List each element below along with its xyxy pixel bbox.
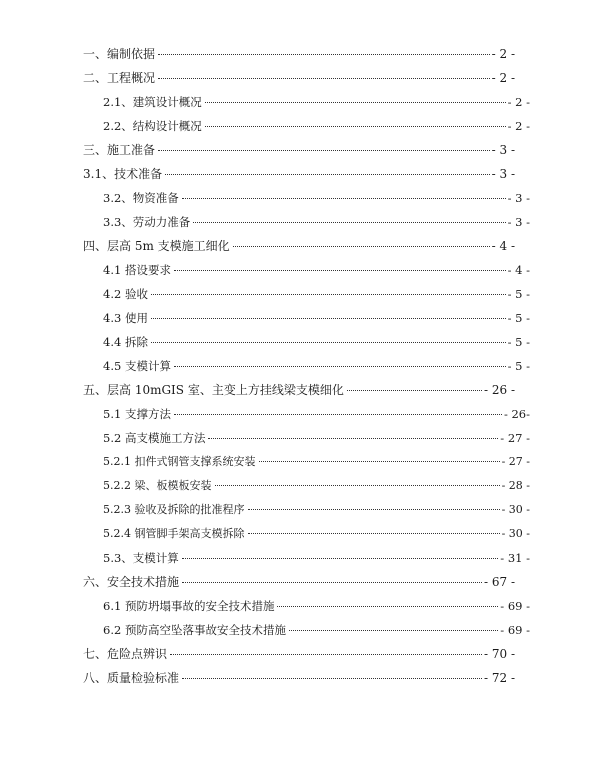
toc-entry-page: - 5 - [507,335,530,349]
toc-entry-label: 八、质量检验标准 [83,671,180,685]
toc-entry [83,46,515,62]
toc-entry-page: - 26 - [483,383,515,397]
toc-leader-dots [208,438,498,439]
toc-entry-label: 五、层高 10mGIS 室、主变上方挂线梁支模细化 [83,383,344,397]
toc-leader-dots [233,246,490,247]
toc-entry-page: - 26- [503,407,530,421]
toc-entry-page: - 4 - [507,263,530,277]
toc-leader-dots [215,485,500,486]
toc-entry [103,598,530,614]
toc-entry-label: 4.3 使用 [103,311,148,325]
toc-entry-page: - 28 - [501,479,530,492]
toc-leader-dots [182,678,482,679]
toc-leader-dots [174,270,506,271]
toc-leader-dots [205,126,506,127]
toc-entry [103,310,530,326]
toc-leader-dots [182,558,498,559]
toc-entry-label: 6.1 预防坍塌事故的安全技术措施 [103,599,275,613]
toc-entry-label: 2.1、建筑设计概况 [103,95,202,109]
toc-entry-label: 2.2、结构设计概况 [103,119,202,133]
toc-entry [103,190,530,206]
toc-leader-dots [174,366,506,367]
toc-leader-dots [347,390,482,391]
toc-entry-page: - 30 - [501,527,530,540]
toc-entry [103,118,530,134]
toc-entry-label: 5.2.4 钢管脚手架高支模拆除 [103,527,245,540]
toc-entry-page: - 2 - [491,47,515,61]
toc-entry [83,70,515,86]
toc-entry-page: - 4 - [491,239,515,253]
toc-entry-page: - 69 - [500,623,530,637]
toc-leader-dots [158,150,490,151]
toc-leader-dots [170,654,482,655]
toc-entry-page: - 69 - [500,599,530,613]
toc-entry [83,574,515,590]
toc-entry-label: 3.3、劳动力准备 [103,215,191,229]
toc-entry-page: - 70 - [483,647,515,661]
toc-leader-dots [277,606,498,607]
toc-leader-dots [151,294,506,295]
toc-entry [103,478,530,494]
toc-entry-label: 4.1 搭设要求 [103,263,171,277]
toc-entry-page: - 3 - [491,143,515,157]
toc-entry-label: 3.1、技术准备 [83,167,163,181]
toc-entry-page: - 27 - [501,455,530,468]
toc-entry [103,622,530,638]
toc-entry-label: 4.4 拆除 [103,335,148,349]
toc-entry-label: 六、安全技术措施 [83,575,180,589]
toc-entry-label: 4.2 验收 [103,287,148,301]
toc-entry [103,526,530,542]
toc-entry-page: - 5 - [507,359,530,373]
toc-entry-label: 5.3、支模计算 [103,551,179,565]
toc-entry-label: 七、危险点辨识 [83,647,168,661]
toc-leader-dots [158,78,490,79]
toc-entry [83,166,515,182]
toc-entry [103,454,530,470]
toc-entry [83,142,515,158]
toc-entry [103,286,530,302]
toc-entry-page: - 72 - [483,671,515,685]
toc-entry [103,502,530,518]
toc-entry-label: 5.1 支撑方法 [103,407,171,421]
toc-entry [103,262,530,278]
toc-entry [103,406,530,422]
toc-entry-page: - 2 - [491,71,515,85]
toc-leader-dots [182,198,506,199]
toc-leader-dots [259,461,500,462]
toc-entry [103,358,530,374]
toc-entry-label: 6.2 预防高空坠落事故安全技术措施 [103,623,286,637]
toc-leader-dots [248,509,500,510]
toc-leader-dots [248,533,500,534]
toc-entry-label: 三、施工准备 [83,143,156,157]
toc-entry-page: - 27 - [500,431,530,445]
toc-entry-label: 5.2.1 扣件式钢管支撑系统安装 [103,455,256,468]
toc-entry-page: - 5 - [507,287,530,301]
toc-entry [103,430,530,446]
toc-entry-label: 4.5 支模计算 [103,359,171,373]
toc-leader-dots [193,222,505,223]
toc-leader-dots [289,630,498,631]
toc-entry-page: - 3 - [507,215,530,229]
toc-entry [103,334,530,350]
toc-leader-dots [158,54,490,55]
toc-entry [83,670,515,686]
toc-entry-label: 一、编制依据 [83,47,156,61]
toc-entry [103,214,530,230]
toc-entry-page: - 3 - [491,167,515,181]
toc-entry-page: - 2 - [507,95,530,109]
toc-entry [83,238,515,254]
toc-entry-label: 四、层高 5m 支模施工细化 [83,239,230,253]
toc-leader-dots [151,342,506,343]
toc-leader-dots [182,582,482,583]
toc-entry-page: - 2 - [507,119,530,133]
toc-leader-dots [205,102,506,103]
toc-entry-page: - 67 - [483,575,515,589]
toc-leader-dots [151,318,506,319]
toc-entry-page: - 31 - [500,551,530,565]
toc-entry [103,550,530,566]
toc-entry-page: - 3 - [507,191,530,205]
toc-entry [103,94,530,110]
toc-entry [83,646,515,662]
toc-entry-label: 5.2.3 验收及拆除的批准程序 [103,503,245,516]
toc-leader-dots [174,414,502,415]
toc-entry-label: 3.2、物资准备 [103,191,179,205]
toc-entry-label: 5.2.2 梁、板模板安装 [103,479,212,492]
toc-entry-label: 5.2 高支模施工方法 [103,431,206,445]
toc-entry-label: 二、工程概况 [83,71,156,85]
toc-leader-dots [165,174,490,175]
toc-entry [83,382,515,398]
toc-entry-page: - 30 - [501,503,530,516]
toc-entry-page: - 5 - [507,311,530,325]
